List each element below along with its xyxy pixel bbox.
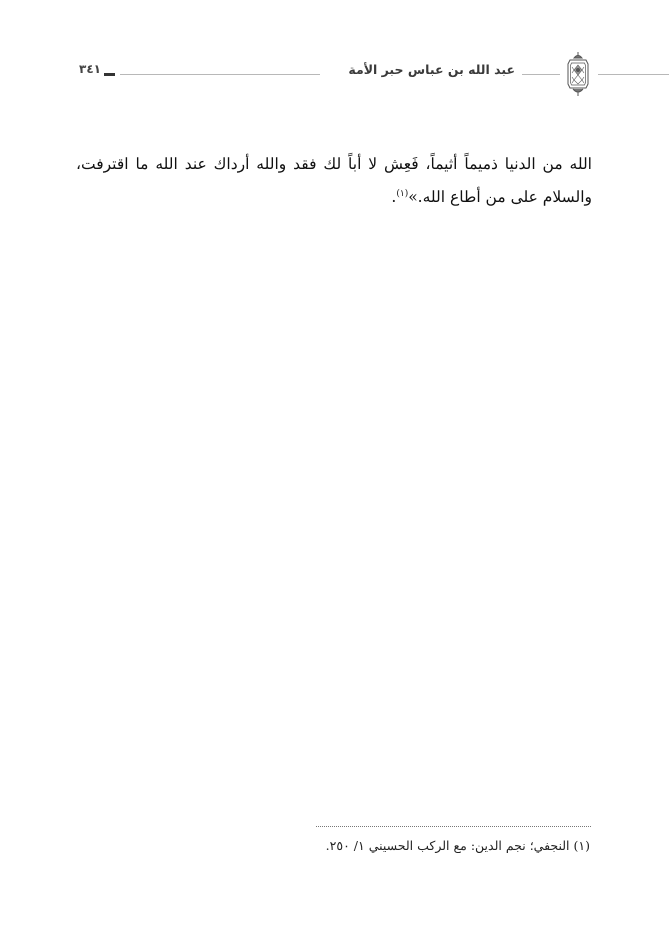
footnote-separator bbox=[316, 826, 591, 827]
running-title: عبد الله بن عباس حبر الأمة bbox=[348, 62, 515, 77]
footnote-reference[interactable]: (١) bbox=[396, 188, 409, 199]
body-paragraph bbox=[76, 149, 592, 212]
header-rule-left bbox=[120, 74, 320, 75]
header-rule-middle bbox=[522, 74, 560, 75]
paragraph-end-punct: . bbox=[391, 187, 397, 206]
page-number: ٣٤١ bbox=[79, 62, 101, 76]
footnote-item: (١) النجفي؛ نجم الدين: مع الركب الحسيني ١/ ٢٥٠. bbox=[325, 838, 590, 853]
header-rule-right bbox=[598, 74, 669, 75]
page-number-dash bbox=[104, 73, 115, 76]
paragraph-text: الله من الدنيا ذميماً أثيماً، فَعِش لا أباً لك فقد والله أرداك عند الله ما اقترفت، والسلام على من أطاع الله.» bbox=[76, 154, 592, 206]
islamic-lantern-ornament-icon bbox=[565, 51, 591, 97]
page-header bbox=[0, 0, 669, 110]
